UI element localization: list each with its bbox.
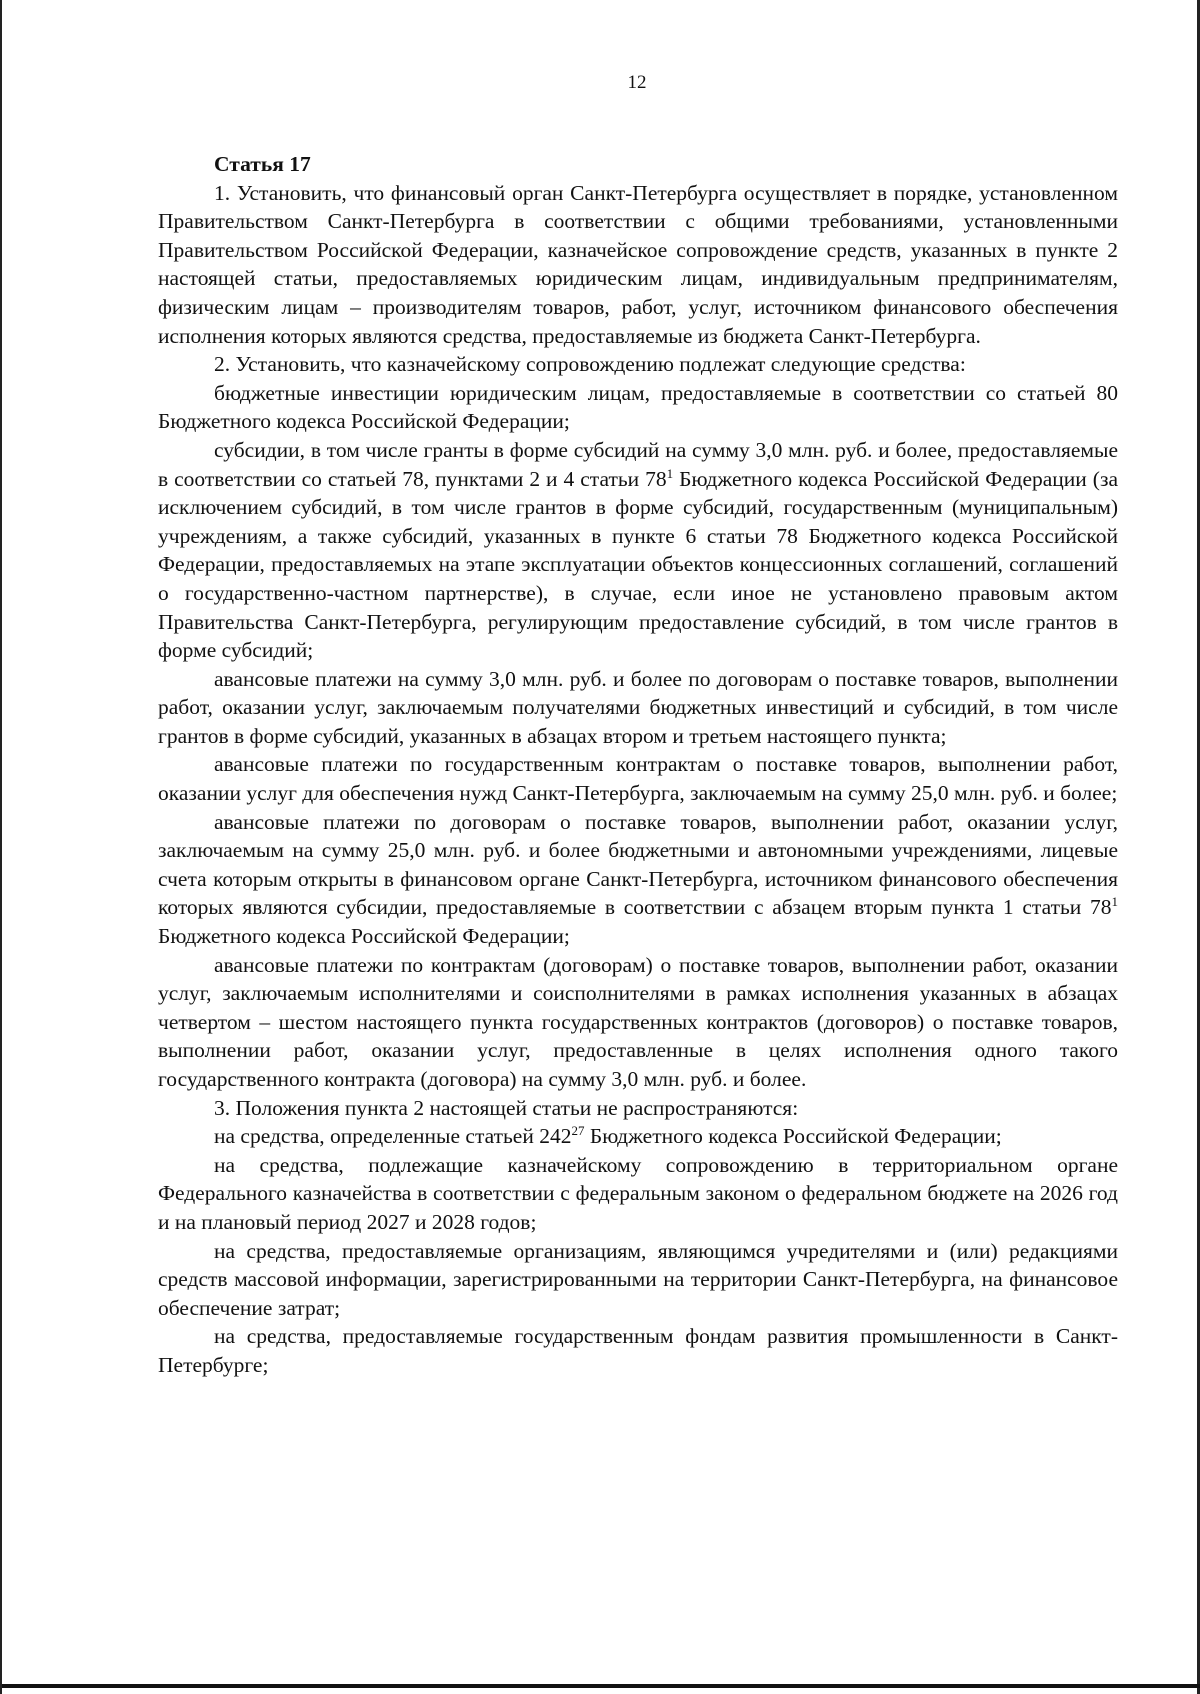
paragraph: на средства, предоставляемые государственным фондам развития промышленности в Санкт-Петербурге; (158, 1324, 1118, 1377)
paragraph (158, 436, 1118, 665)
superscript: 1 (666, 465, 674, 481)
paragraph: авансовые платежи по контрактам (договорам) о поставке товаров, выполнении работ, оказании услуг, заключаемым исполнителями и соисполнителями в рамках исполнения указанных в абзацах четвертом – шестом настоящего пункта государственных контрактов (договоров) о поставке товаров, выполнении работ, оказании услуг, предоставленные в целях исполнения одного такого государственного контракта (договора) на сумму 3,0 млн. руб. и более. (158, 952, 1118, 1091)
paragraph: на средства, подлежащие казначейскому сопровождению в территориальном органе Федерального казначейства в соответствии с федеральным законом о федеральном бюджете на 2026 год и на плановый период 2027 и 2028 годов; (158, 1152, 1118, 1234)
paragraph: 3. Положения пункта 2 настоящей статьи не распространяются: (214, 1095, 799, 1120)
paragraph: на средства, предоставляемые организациям, являющимся учредителями и (или) редакциями средств массовой информации, зарегистрированными на территории Санкт-Петербурга, на финансовое обеспечение затрат; (158, 1238, 1118, 1320)
paragraph: авансовые платежи на сумму 3,0 млн. руб. и более по договорам о поставке товаров, выполнении работ, оказании услуг, заключаемым получателями бюджетных инвестиций и субсидий, в том числе грантов в форме субсидий, указанных в абзацах втором и третьем настоящего пункта; (158, 666, 1118, 748)
document-body (158, 150, 1118, 1380)
paragraph-text: на средства, определенные статьей 242 (214, 1124, 572, 1149)
superscript: 27 (571, 1123, 585, 1139)
paragraph-text: Бюджетного кодекса Российской Федерации; (584, 1124, 1002, 1149)
page-number: 12 (627, 72, 647, 93)
superscript: 1 (1111, 894, 1118, 910)
paragraph: 2. Установить, что казначейскому сопровождению подлежат следующие средства: (214, 352, 966, 377)
paragraph: авансовые платежи по государственным контрактам о поставке товаров, выполнении работ, оказании услуг для обеспечения нужд Санкт-Петербурга, заключаемым на сумму 25,0 млн. руб. и более; (158, 752, 1118, 806)
paragraph-text: субсидии, в том числе гранты в форме субсидий на сумму 3,0 млн. руб. и более, предоставляемые в соответствии со статьей 78, пунктами 2 и 4 статьи 78 (158, 437, 1118, 491)
paragraph (158, 1122, 1118, 1151)
page-bottom-border (2, 1684, 1200, 1688)
paragraph-text: Бюджетного кодекса Российской Федерации (за исключением субсидий, в том числе грантов в форме субсидий, государственным (муниципальным) учреждениям, а также субсидий, указанных в пункте 6 статьи 78 Бюджетного кодекса Российской Федерации, предоставляемых на этапе эксплуатации объектов концессионных соглашений, соглашений о государственно-частном партнерстве), в случае, если иное не установлено правовым актом Правительства Санкт-Петербурга, регулирующим предоставление субсидий, в том числе грантов в форме субсидий; (158, 466, 1118, 663)
paragraph (158, 808, 1118, 951)
paragraph: 1. Установить, что финансовый орган Санкт-Петербурга осуществляет в порядке, установленном Правительством Санкт-Петербурга в соответствии с общими требованиями, установленными Правительством Российской Федерации, казначейское сопровождение средств, указанных в пункте 2 настоящей статьи, предоставляемых юридическим лицам, индивидуальным предпринимателям, физическим лицам – производителям товаров, работ, услуг, источником финансового обеспечения исполнения которых являются средства, предоставляемые из бюджета Санкт-Петербурга. (158, 180, 1118, 348)
paragraph-text: авансовые платежи по договорам о поставке товаров, выполнении работ, оказании услуг, заключаемым на сумму 25,0 млн. руб. и более бюджетными и автономными учреждениями, лицевые счета которым открыты в финансовом органе Санкт-Петербурга, источником финансового обеспечения которых являются субсидии, предоставляемые в соответствии с абзацем вторым пункта 1 статьи 78 (158, 809, 1118, 920)
paragraph: бюджетные инвестиции юридическим лицам, предоставляемые в соответствии со статьей 80 Бюджетного кодекса Российской Федерации; (158, 380, 1118, 434)
article-title: Статья 17 (214, 152, 311, 176)
paragraph-text: Бюджетного кодекса Российской Федерации; (158, 924, 570, 949)
